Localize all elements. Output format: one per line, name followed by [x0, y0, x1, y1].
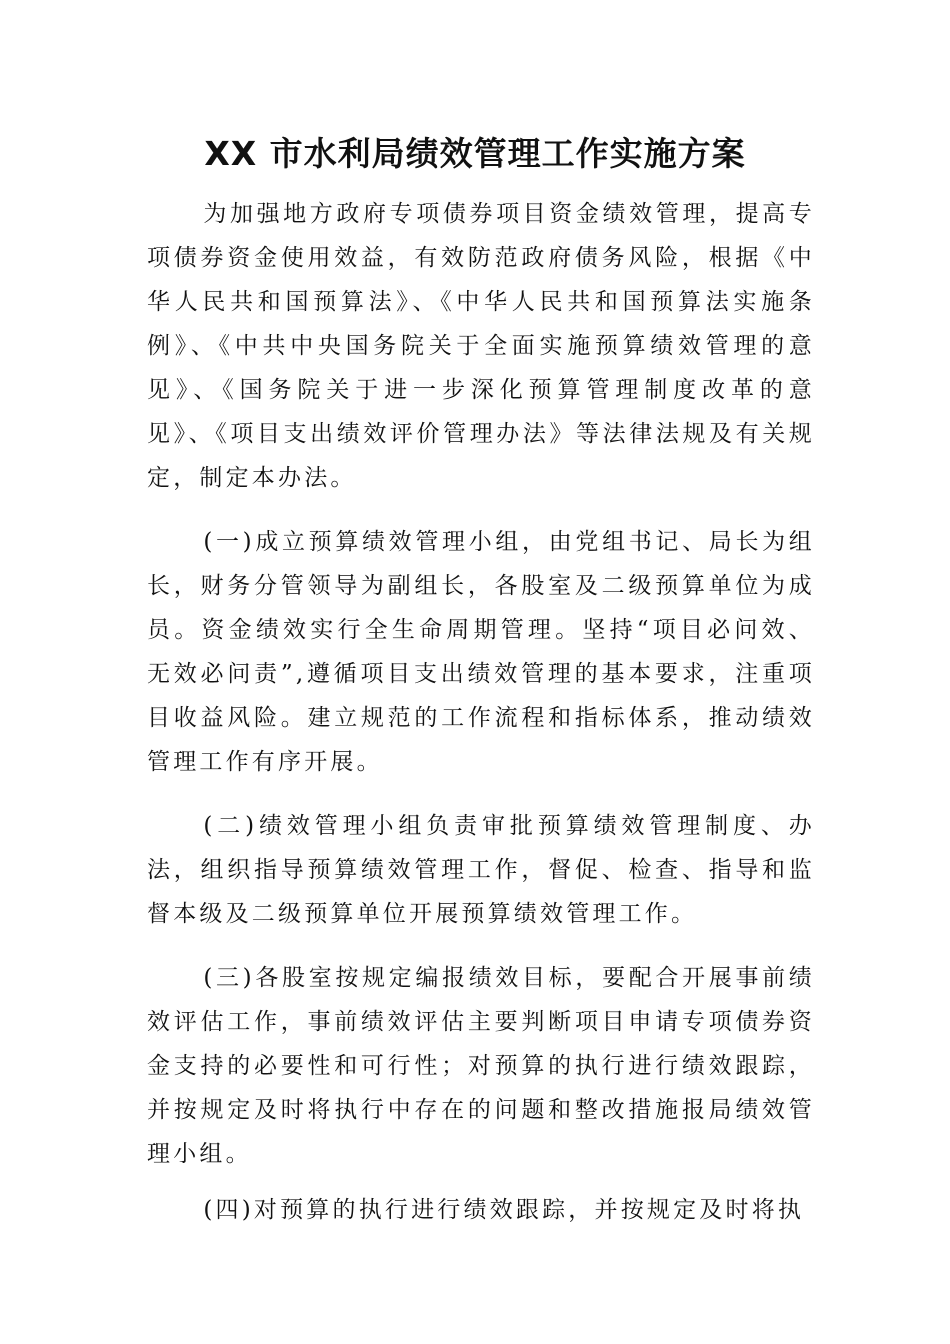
document-body	[147, 192, 815, 1232]
paragraph-item-4: (四)对预算的执行进行绩效跟踪，并按规定及时将执	[203, 1197, 805, 1223]
document-title: XX 市水利局绩效管理工作实施方案	[204, 134, 746, 173]
paragraph-item-2: (二)绩效管理小组负责审批预算绩效管理制度、办法，组织指导预算绩效管理工作，督促、检查、指导和监督本级及二级预算单位开展预算绩效管理工作。	[147, 813, 815, 927]
paragraph-item-1: (一)成立预算绩效管理小组，由党组书记、局长为组长，财务分管领导为副组长，各股室及二级预算单位为成员。资金绩效实行全生命周期管理。坚持“项目必问效、无效必问责”,遵循项目支出绩效管理的基本要求，注重项目收益风险。建立规范的工作流程和指标体系，推动绩效管理工作有序开展。	[147, 529, 815, 775]
paragraph-intro: 为加强地方政府专项债券项目资金绩效管理，提高专项债券资金使用效益，有效防范政府债务风险，根据《中华人民共和国预算法》、《中华人民共和国预算法实施条例》、《中共中央国务院关于全面实施预算绩效管理的意见》、《国务院关于进一步深化预算管理制度改革的意见》、《项目支出绩效评价管理办法》等法律法规及有关规定，制定本办法。	[147, 201, 815, 491]
paragraph-item-3: (三)各股室按规定编报绩效目标，要配合开展事前绩效评估工作，事前绩效评估主要判断项目申请专项债券资金支持的必要性和可行性；对预算的执行进行绩效跟踪，并按规定及时将执行中存在的问题和整改措施报局绩效管理小组。	[147, 965, 815, 1167]
